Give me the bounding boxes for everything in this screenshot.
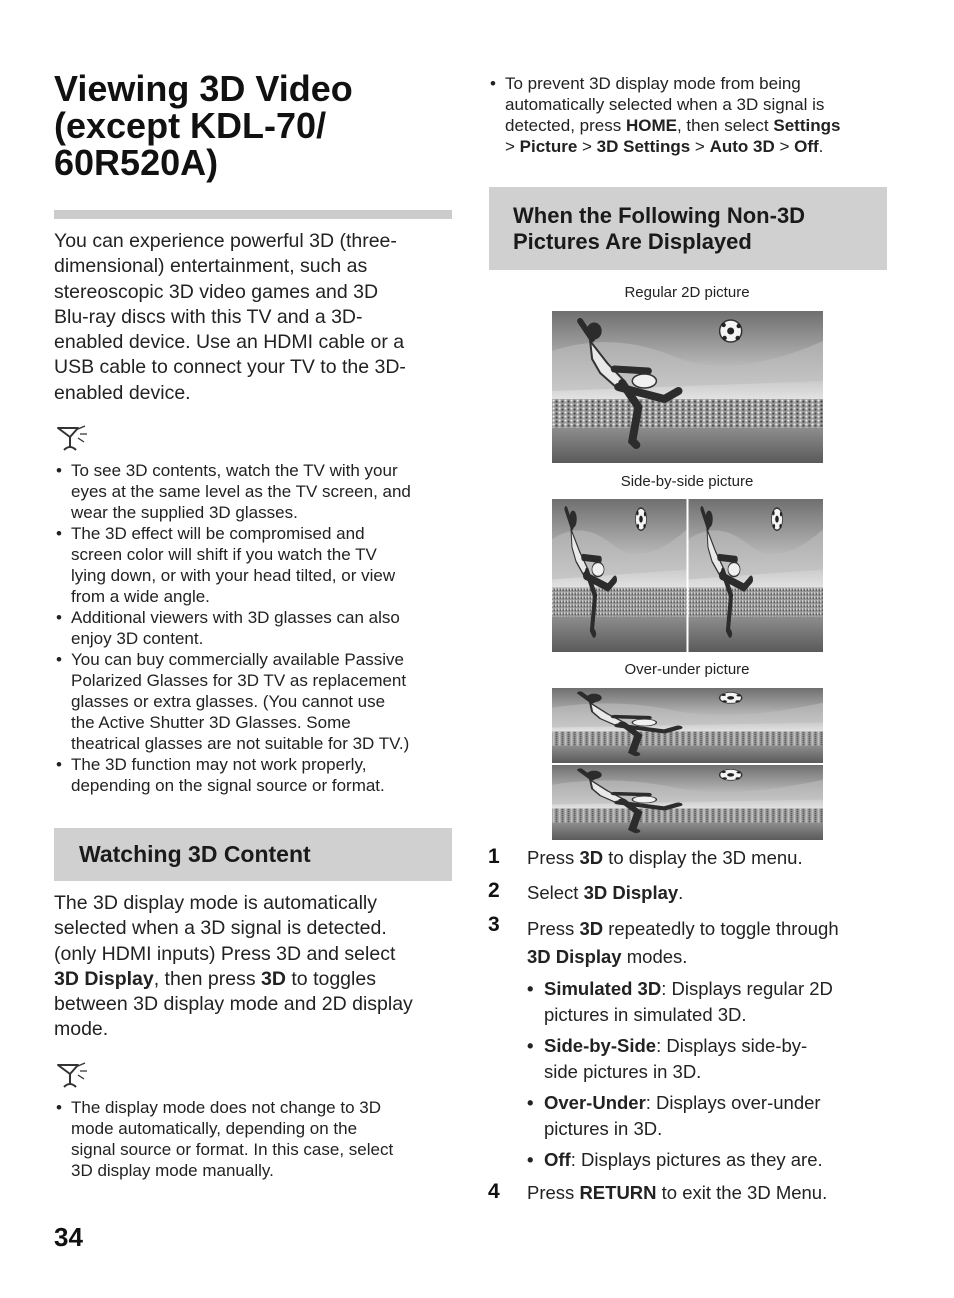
bold-term: HOME xyxy=(625,116,677,135)
title-line-1: Viewing 3D Video xyxy=(54,68,353,109)
tip-line: • To prevent 3D display mode from being xyxy=(505,74,801,93)
intro-line: stereoscopic 3D video games and 3D xyxy=(54,280,379,303)
intro-line: Blu-ray discs with this TV and a 3D- xyxy=(54,305,363,328)
regular-2d-picture xyxy=(552,311,823,463)
side-by-side-picture xyxy=(552,499,823,652)
para-line: between 3D display mode and 2D display xyxy=(54,993,413,1016)
title-divider xyxy=(54,210,452,219)
mode-option-simulated-3d xyxy=(527,976,897,1027)
option-text: : Displays over-under xyxy=(645,1092,821,1113)
section-heading-text xyxy=(513,203,805,255)
tip-line: eyes at the same level as the TV screen, and xyxy=(71,482,411,501)
intro-line: enabled device. Use an HDMI cable or a xyxy=(54,331,405,354)
section-heading-watching xyxy=(54,828,452,881)
caption-side-by-side: Side-by-side picture xyxy=(620,473,754,490)
tip-text: > xyxy=(774,137,795,156)
intro-line: dimensional) entertainment, such as xyxy=(54,255,368,278)
option-line: pictures in simulated 3D. xyxy=(544,1003,747,1025)
tip-line: • Additional viewers with 3D glasses can also xyxy=(71,608,400,627)
bold-term: 3D Display xyxy=(527,946,622,967)
tip-icon xyxy=(56,1061,90,1091)
step-text-part: Press xyxy=(527,918,580,939)
bold-term: 3D Settings xyxy=(596,137,691,156)
option-line xyxy=(544,1033,897,1059)
watching-paragraph xyxy=(54,891,459,1043)
bold-term: 3D Display xyxy=(583,882,679,903)
intro-paragraph xyxy=(54,229,454,406)
step-number: 4 xyxy=(488,1180,500,1203)
bold-term: Off xyxy=(794,137,819,156)
option-line: pictures in 3D. xyxy=(544,1117,663,1139)
page-number: 34 xyxy=(54,1222,83,1252)
tip-item xyxy=(54,1097,459,1181)
bold-term: 3D xyxy=(261,967,286,990)
tip-item xyxy=(54,607,459,649)
intro-line: USB cable to connect your TV to the 3D- xyxy=(54,356,406,379)
tip-line: • The 3D effect will be compromised and xyxy=(71,524,365,543)
bold-term: Auto 3D xyxy=(709,137,775,156)
step-text-part: Select xyxy=(527,882,584,903)
caption-over-under: Over-under picture xyxy=(624,661,750,678)
option-line: side pictures in 3D. xyxy=(544,1060,702,1082)
step-text-part: modes. xyxy=(621,946,688,967)
bold-term: 3D Display xyxy=(54,967,154,990)
para-text: to toggles xyxy=(285,967,376,990)
bold-term: Over-Under xyxy=(544,1092,646,1113)
para-line: (only HDMI inputs) Press 3D and select xyxy=(54,942,396,965)
step-text xyxy=(527,882,683,904)
option-text: : Displays side-by- xyxy=(656,1035,808,1056)
tip-line: wear the supplied 3D glasses. xyxy=(71,503,298,522)
tip-line: • The 3D function may not work properly, xyxy=(71,755,367,774)
tip-text: , then select xyxy=(676,116,774,135)
tip-item xyxy=(54,649,459,754)
tip-line: enjoy 3D content. xyxy=(71,629,204,648)
option-text: : Displays regular 2D xyxy=(661,978,833,999)
tip-text: > xyxy=(690,137,710,156)
display-mode-options xyxy=(527,976,897,1173)
option-text: : Displays pictures as they are. xyxy=(570,1149,823,1170)
step-text-part: Press xyxy=(527,847,580,868)
step-text-part: to display the 3D menu. xyxy=(603,847,803,868)
option-line xyxy=(544,976,897,1002)
mode-option-side-by-side xyxy=(527,1033,897,1084)
step-number: 3 xyxy=(488,913,500,936)
tip-item xyxy=(54,460,459,523)
tip-line: glasses or extra glasses. (You cannot use xyxy=(71,692,386,711)
step-text-line xyxy=(527,915,839,943)
tip-line: screen color will shift if you watch the TV xyxy=(71,545,377,564)
bold-term: 3D xyxy=(579,918,604,939)
section-heading-non3d xyxy=(489,187,887,270)
step-text-part: . xyxy=(678,882,684,903)
tip-line: lying down, or with your head tilted, or view xyxy=(71,566,396,585)
title-line-2: (except KDL-70/ xyxy=(54,105,327,146)
para-line: The 3D display mode is automatically xyxy=(54,892,377,914)
intro-line: You can experience powerful 3D (three- xyxy=(54,230,397,252)
option-line xyxy=(544,1090,897,1116)
para-line xyxy=(54,967,459,992)
title-line-3: 60R520A) xyxy=(54,142,219,183)
tip-item xyxy=(488,73,898,157)
para-line: mode. xyxy=(54,1018,109,1041)
tip-line: the Active Shutter 3D Glasses. Some xyxy=(71,713,351,732)
bold-term: RETURN xyxy=(579,1182,657,1203)
step-text-line xyxy=(527,943,839,971)
heading-line: When the Following Non-3D xyxy=(513,203,806,228)
bold-term: Side-by-Side xyxy=(544,1035,657,1056)
para-text: , then press xyxy=(153,967,262,990)
bold-term: Simulated 3D xyxy=(544,978,662,999)
tip-line: 3D display mode manually. xyxy=(71,1161,274,1180)
step-text xyxy=(527,1182,827,1204)
option-line xyxy=(544,1147,897,1173)
tip-line: Polarized Glasses for 3D TV as replacement xyxy=(71,671,407,690)
step-text xyxy=(527,915,839,971)
caption-regular-2d: Regular 2D picture xyxy=(624,284,750,301)
tip-text: > xyxy=(505,137,520,156)
step-number: 2 xyxy=(488,879,500,902)
mode-option-off xyxy=(527,1147,897,1173)
tip-line: • To see 3D contents, watch the TV with your xyxy=(71,461,398,480)
step-text xyxy=(527,847,803,869)
over-under-picture xyxy=(552,688,823,840)
mode-option-over-under xyxy=(527,1090,897,1141)
tip-text: > xyxy=(577,137,597,156)
tip-text: detected, press xyxy=(505,116,626,135)
tip-line: • You can buy commercially available Passive xyxy=(71,650,404,669)
step-text-part: Press xyxy=(527,1182,580,1203)
step-text-part: to exit the 3D Menu. xyxy=(656,1182,828,1203)
bold-term: 3D xyxy=(579,847,604,868)
tip-line: • The display mode does not change to 3D xyxy=(71,1098,381,1117)
tip-line: depending on the signal source or format. xyxy=(71,776,385,795)
tip-item xyxy=(54,523,459,607)
page-title xyxy=(54,70,454,181)
heading-line: Pictures Are Displayed xyxy=(513,229,752,254)
section-heading-text: Watching 3D Content xyxy=(79,841,311,867)
para-line: selected when a 3D signal is detected. xyxy=(54,917,387,940)
tip-line: automatically selected when a 3D signal is xyxy=(505,95,825,114)
bold-term: Off xyxy=(544,1149,571,1170)
tip-icon xyxy=(56,424,90,454)
tip-line xyxy=(505,115,898,136)
bold-term: Picture xyxy=(519,137,578,156)
tip-item xyxy=(54,754,459,796)
tips-list-2 xyxy=(54,1097,459,1181)
tip-line: signal source or format. In this case, select xyxy=(71,1140,394,1159)
auto3d-tip xyxy=(488,73,898,157)
tip-line: theatrical glasses are not suitable for 3D TV.) xyxy=(71,734,410,753)
step-text-part: repeatedly to toggle through xyxy=(603,918,839,939)
tip-line xyxy=(505,136,898,157)
tip-line: from a wide angle. xyxy=(71,587,210,606)
tips-list xyxy=(54,460,459,796)
bold-term: Settings xyxy=(773,116,841,135)
step-number: 1 xyxy=(488,845,500,868)
intro-line: enabled device. xyxy=(54,381,191,404)
tip-line: mode automatically, depending on the xyxy=(71,1119,358,1138)
tip-text: . xyxy=(818,137,824,156)
